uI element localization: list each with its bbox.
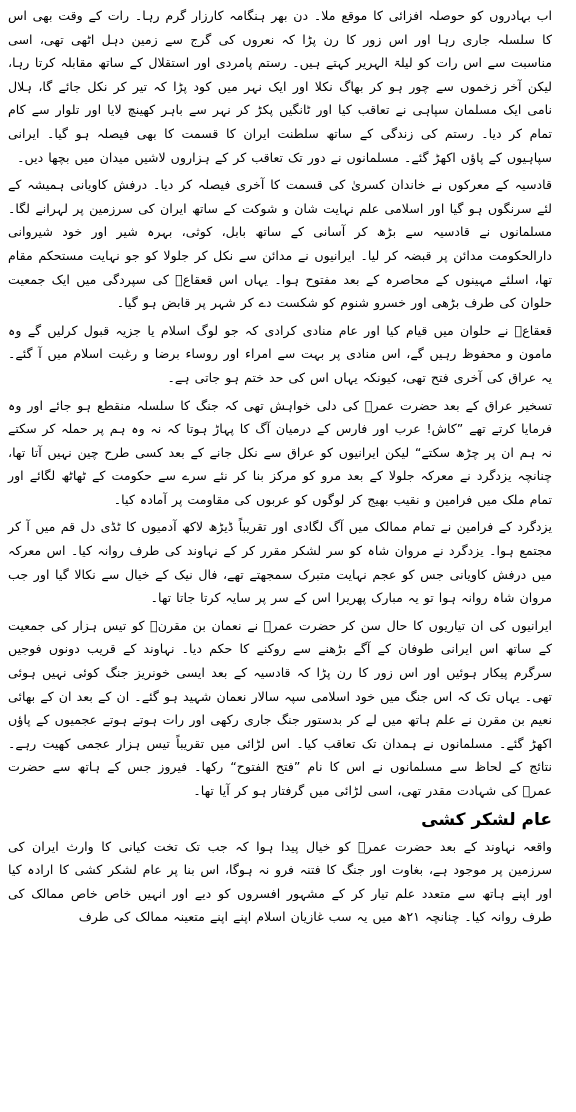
paragraph-after-iraq: تسخیر عراق کے بعد حضرت عمرؓ کی دلی خواہش تھی کہ جنگ کا سلسلہ منقطع ہو جائے اور وہ فرمایا کرتے تھے ”کاش! عرب اور فارس کے درمیان آگ کا پہاڑ ہوتا کہ نہ وہ ہم پر حملہ کر سکتے نہ ہم ان پر چڑھ سکتے“ لیکن ایرانیوں کو عراق سے نکل جانے کے بعد کسی طرح چین نہیں آتا تھا، چنانچہ یزدگرد نے معرکہ جلولا کے بعد مرو کو مرکز بنا کر نئے سرے سے حکومت کے ٹھاٹھ لگائے اور تمام ملک میں فرامین و نقیب بھیج کر لوگوں کو عربوں کی مقاومت پر آمادہ کیا۔ [8,397,552,507]
paragraph-conquest-madain: قادسیہ کے معرکوں نے خاندان کسریٰ کی قسمت کا آخری فیصلہ کر دیا۔ درفش کاویانی ہمیشہ کے لئے سرنگوں ہو گیا اور اسلامی علم نہایت شان و شوکت کے ساتھ ایران کی سرزمین پر لہرانے لگا۔ مسلمانوں نے قادسیہ سے بڑھ کر آسانی کے ساتھ بابل، کوثی، بہرہ شیر اور خود شیروانی دارالحکومت مدائن پر قبضہ کر لیا۔ ایرانیوں نے مدائن سے نکل کر جلولا کو جو نہایت مستحکم مقام تھا، اسلئے مہینوں کے محاصرہ کے بعد مفتوح ہوا۔ یہاں اس قعقاعؓ کی سپردگی میں ایک جمعیت حلوان کی طرف بڑھی اور خسرو شنوم کو شکست دے کر شہر پر قابض ہو گیا۔ [8,177,552,311]
paragraph-general-campaign: واقعہ نہاوند کے بعد حضرت عمرؓ کو خیال پیدا ہوا کہ جب تک تخت کیانی کا وارث ایران کی سرزمین پر موجود ہے، بغاوت اور جنگ کا فتنہ فرو نہ ہوگا، اس بنا پر عام لشکر کشی کا ارادہ کیا اور اپنے ہاتھ سے متعدد علم تیار کر کے مشہور افسروں کو دیے اور انہیں خاص خاص ممالک کی طرف روانہ کیا۔ چنانچہ ۲۱ھ میں یہ سب غازیان اسلام اپنے اپنے متعینہ ممالک کی طرف [8,838,552,925]
paragraph-yazdgird: یزدگرد کے فرامین نے تمام ممالک میں آگ لگادی اور تقریباً ڈیڑھ لاکھ آدمیوں کا ٹڈی دل قم میں آ کر مجتمع ہوا۔ یزدگرد نے مروان شاہ کو سر لشکر مقرر کر کے نہاوند کی طرف روانہ کیا۔ اس معرکہ میں درفش کاویانی جس کو عجم نہایت متبرک سمجھتے تھے، فال نیک کے خیال سے نکالا گیا اور جب مروان شاہ روانہ ہوا تو یہ مبارک پھریرا اس کے سر پر سایہ کرتا جاتا تھا۔ [8,519,552,606]
paragraph-nahavand: ایرانیوں کی ان تیاریوں کا حال سن کر حضرت عمرؓ نے نعمان بن مقرنؓ کو تیس ہزار کی جمعیت کے ساتھ اس ایرانی طوفان کے آگے بڑھنے سے روکنے کا حکم دیا۔ نہاوند کے قریب دونوں فوجیں سرگرم پیکار ہوئیں اور اس زور کا رن پڑا کہ قادسیہ کے بعد ایسی خونریز جنگ کوئی نہیں ہوئی تھی۔ یہاں تک کہ اس جنگ میں خود اسلامی سپہ سالار نعمان شہید ہو گئے۔ ان کے بعد ان کے بھائی نعیم بن مقرن نے علم ہاتھ میں لے کر بدستور جنگ جاری رکھی اور رات ہوتے ہوتے عجمیوں کے پاؤں اکھڑ گئے۔ مسلمانوں نے ہمدان تک تعاقب کیا۔ اس لڑائی میں تقریباً تیس ہزار عجمی کھیت رہے۔ نتائج کے لحاظ سے مسلمانوں نے اس کا نام ”فتح الفتوح“ رکھا۔ فیروز جس کے ہاتھ سے حضرت عمرؓ کی شہادت مقدر تھی، اسی لڑائی میں گرفتار ہو کر آیا تھا۔ [8,617,552,798]
paragraph-halwan: قعقاعؓ نے حلوان میں قیام کیا اور عام منادی کرادی کہ جو لوگ اسلام یا جزیہ قبول کرلیں گے وہ مامون و محفوظ رہیں گے، اس منادی پر بہت سے امراء اور روساء برضا و رغبت اسلام میں آ گئے۔ یہ عراق کی آخری فتح تھی، کیونکہ یہاں اس کی حد ختم ہو جاتی ہے۔ [8,322,552,385]
paragraph-battle-qadisiyyah: اب بہادروں کو حوصلہ افزائی کا موقع ملا۔ دن بھر ہنگامہ کارزار گرم رہا۔ رات کے وقت بھی اس کا سلسلہ جاری رہا اور اس زور کا رن پڑا کہ نعروں کی گرج سے زمین دہل اٹھی تھی، اسی مناسبت سے اس رات کو لیلۃ الہریر کہتے ہیں۔ رستم پامردی اور استقلال کے ساتھ مقابلہ کرتا رہا، لیکن آخر زخموں سے چور ہو کر بھاگ نکلا اور ایک نہر میں کود پڑا کہ تیر کر نکل جائے گا، ہلال نامی ایک مسلمان سپاہی نے تعاقب کیا اور ٹانگیں پکڑ کر نہر سے باہر کھینچ لایا اور تلوار سے کام تمام کر دیا۔ رستم کی زندگی کے ساتھ سلطنت ایران کا قسمت کا بھی فیصلہ ہو گیا۔ ایرانی سپاہیوں کے پاؤں اکھڑ گئے۔ مسلمانوں نے دور تک تعاقب کر کے ہزاروں لاشیں میدان میں بچھا دیں۔ [8,8,552,165]
section-heading: عام لشکر کشی [421,809,552,830]
